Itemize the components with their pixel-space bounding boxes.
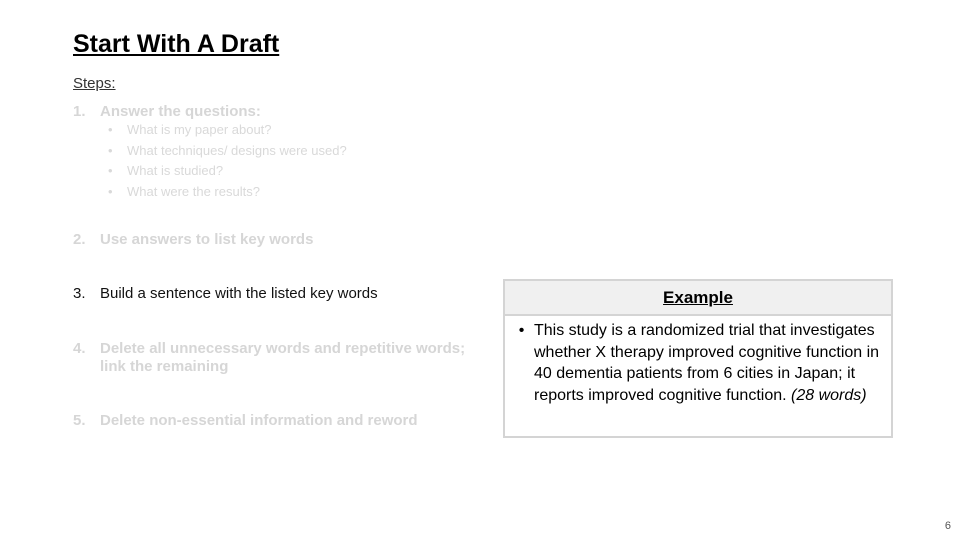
step-1 xyxy=(73,103,495,121)
example-text: This study is a randomized trial that investigates whether X therapy improved cognitive function in 40 dementia patients from 6 cities in Japan; it reports improved cognitive function. (28 words) xyxy=(534,322,880,404)
step-3 xyxy=(73,285,495,303)
step-2 xyxy=(73,231,495,249)
list-item: • What were the results? xyxy=(108,183,260,199)
example-header: Example xyxy=(505,281,891,316)
step-text: Answer the questions: xyxy=(100,103,261,120)
slide-title: Start With A Draft xyxy=(73,30,280,58)
step-text: Delete all unnecessary words and repetitive words; link the remaining xyxy=(100,340,466,375)
step-number: 1. xyxy=(73,103,86,120)
step-4 xyxy=(73,340,495,376)
word-count: (28 words) xyxy=(791,386,867,404)
step-5 xyxy=(73,412,495,430)
step-number: 5. xyxy=(73,412,86,429)
step-text: Build a sentence with the listed key words xyxy=(100,285,378,302)
example-box xyxy=(503,279,893,438)
step-text: Delete non-essential information and reword xyxy=(100,412,418,429)
list-item: • What is my paper about? xyxy=(108,122,272,137)
list-item: • What is studied? xyxy=(108,163,224,178)
step-number: 2. xyxy=(73,231,86,248)
example-body xyxy=(505,316,891,406)
question-list xyxy=(108,122,347,204)
step-number: 3. xyxy=(73,285,86,302)
list-item: • What techniques/ designs were used? xyxy=(108,142,347,158)
steps-heading: Steps: xyxy=(73,75,116,92)
step-text: Use answers to list key words xyxy=(100,231,314,248)
bullet-marker: • xyxy=(518,322,525,339)
page-number: 6 xyxy=(944,520,951,532)
step-number: 4. xyxy=(73,340,86,357)
